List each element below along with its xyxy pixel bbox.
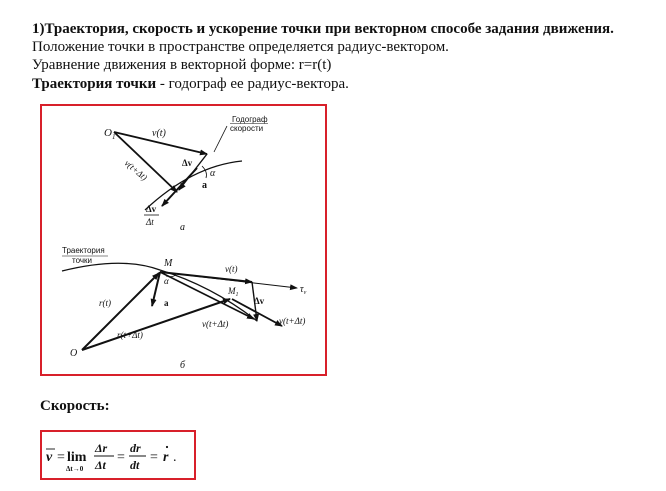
hodograph-leader	[214, 126, 227, 152]
label-b-v-t: v(t)	[225, 264, 238, 274]
formula-eq-2: =	[117, 450, 125, 465]
formula-end: .	[173, 450, 177, 465]
trajectory-label-2: точки	[72, 256, 92, 265]
trajectory-label-1: Траектория	[62, 246, 105, 255]
formula-frac1-num: Δr	[95, 441, 108, 455]
label-tau: $\tau_v$	[300, 284, 307, 296]
formula-eq-1: =	[57, 450, 65, 465]
trajectory-definition: - годограф ее радиус-вектора.	[156, 76, 349, 92]
label-a-a: a	[202, 180, 207, 191]
point-o1: $O_1$	[104, 127, 116, 141]
label-b-v-t-dt-2: v(t+Δt)	[279, 316, 306, 326]
acceleration-vector-a	[162, 168, 197, 206]
paragraph-radius-vector: Положение точки в пространстве определяется радиус-вектором.	[32, 39, 449, 55]
label-v-t: v(t)	[152, 128, 166, 139]
formula-lhs: v	[46, 450, 53, 465]
formula-frac2-num: dr	[130, 441, 141, 455]
formula-lim: lim	[67, 450, 87, 465]
caption-a: а	[180, 222, 185, 233]
label-r-t: r(t)	[99, 298, 111, 308]
label-b-a: a	[164, 298, 169, 308]
hodograph-label-2: скорости	[230, 124, 264, 133]
label-dv-num: Δv	[146, 204, 157, 214]
speed-heading: Скорость:	[40, 398, 110, 414]
velocity-vector-t-dt	[114, 132, 177, 192]
caption-b: б	[180, 360, 186, 371]
formula-eq-3: =	[150, 450, 158, 465]
label-v-t-dt: v(t+Δt)	[122, 157, 150, 183]
formula-frac1-den: Δt	[95, 458, 106, 472]
kinematics-figure	[42, 106, 325, 374]
label-dv-den: Δt	[146, 217, 154, 227]
velocity-b-t	[160, 272, 252, 282]
label-alpha-a: α	[210, 168, 216, 179]
velocity-b-t-dt-m	[160, 272, 254, 319]
velocity-formula-box	[40, 430, 196, 480]
trajectory-term: Траектория точки	[32, 76, 157, 92]
label-b-v-t-dt-1: v(t+Δt)	[202, 319, 229, 329]
velocity-formula	[42, 432, 194, 478]
label-dv: Δv	[182, 158, 193, 168]
hodograph-label-1: Годограф	[232, 115, 268, 124]
label-b-dv: Δv	[254, 296, 265, 306]
section-heading: 1)Траектория, скорость и ускорение точки при векторном способе задания движения.	[32, 21, 614, 37]
point-o: O	[70, 348, 78, 359]
figure-b	[62, 246, 307, 371]
label-b-alpha: α	[164, 276, 169, 286]
paragraph-equation: Уравнение движения в векторной форме: r=r(t)	[32, 57, 332, 73]
formula-lim-sub: Δt→0	[66, 465, 84, 473]
figure-frame	[40, 104, 327, 376]
formula-frac2-den: dt	[130, 458, 140, 472]
point-m1: $M_1$	[228, 286, 239, 298]
label-r-t-dt: r(t+Δt)	[117, 330, 143, 340]
paragraph-trajectory	[32, 75, 349, 93]
figure-a	[104, 115, 268, 233]
point-m: M	[164, 258, 173, 269]
formula-rhs: r	[163, 450, 169, 465]
hodograph-curve	[145, 161, 242, 210]
